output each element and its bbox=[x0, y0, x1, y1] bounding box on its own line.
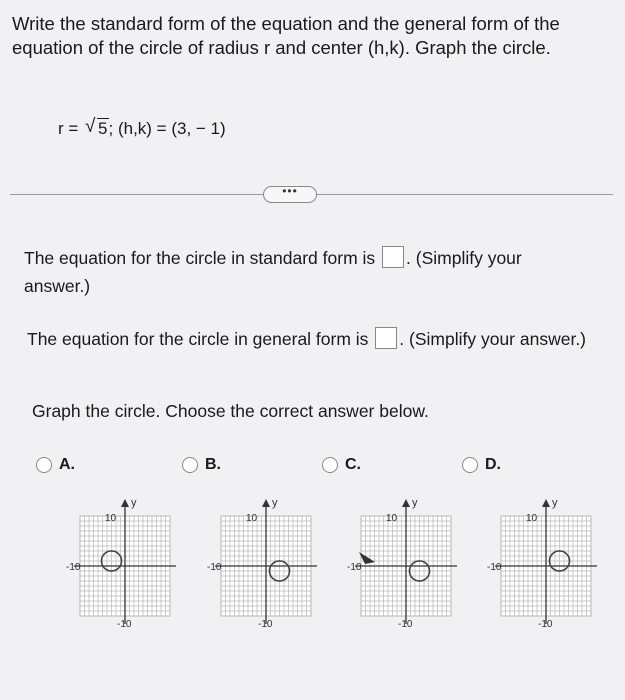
top-tick-label: 10 bbox=[246, 513, 258, 524]
y-axis-arrow-icon bbox=[542, 499, 550, 507]
left-tick-label: -10 bbox=[207, 562, 222, 573]
radius-label: r = bbox=[58, 119, 79, 138]
q2-text-after: . (Simplify your answer.) bbox=[399, 329, 587, 349]
option-c[interactable] bbox=[322, 456, 361, 474]
left-tick-label: -10 bbox=[347, 562, 362, 573]
y-axis-label: y bbox=[272, 497, 278, 509]
question-general-form bbox=[27, 325, 607, 353]
left-tick-label: -10 bbox=[487, 562, 502, 573]
y-axis-label: y bbox=[131, 497, 137, 509]
radio-b[interactable] bbox=[182, 457, 198, 473]
sqrt-icon: √ bbox=[85, 116, 96, 137]
option-a[interactable] bbox=[36, 456, 75, 474]
top-tick-label: 10 bbox=[526, 513, 538, 524]
top-tick-label: 10 bbox=[105, 513, 117, 524]
y-axis-label: y bbox=[552, 497, 558, 509]
sqrt-expression bbox=[85, 116, 108, 139]
bottom-tick-label: -10 bbox=[258, 619, 273, 630]
option-d-label: D. bbox=[485, 456, 501, 473]
graph-option-a[interactable] bbox=[66, 490, 181, 635]
radio-d[interactable] bbox=[462, 457, 478, 473]
bottom-tick-label: -10 bbox=[398, 619, 413, 630]
option-b-label: B. bbox=[205, 456, 221, 473]
bottom-tick-label: -10 bbox=[538, 619, 553, 630]
option-a-label: A. bbox=[59, 456, 75, 473]
q1-text: The equation for the circle in standard form is bbox=[24, 248, 376, 268]
option-b[interactable] bbox=[182, 456, 221, 474]
graph-option-d[interactable] bbox=[487, 490, 602, 635]
radio-a[interactable] bbox=[36, 457, 52, 473]
option-d[interactable] bbox=[462, 456, 501, 474]
standard-form-answer-box[interactable] bbox=[382, 246, 404, 268]
expand-more-button[interactable]: ••• bbox=[263, 186, 317, 203]
option-c-label: C. bbox=[345, 456, 361, 473]
general-form-answer-box[interactable] bbox=[375, 327, 397, 349]
y-axis-arrow-icon bbox=[121, 499, 129, 507]
y-axis-arrow-icon bbox=[402, 499, 410, 507]
center-values: ; (h,k) = (3, − 1) bbox=[108, 119, 226, 138]
question-standard-form bbox=[24, 244, 584, 300]
radicand: 5 bbox=[98, 119, 108, 138]
left-tick-label: -10 bbox=[66, 562, 81, 573]
q2-text: The equation for the circle in general form is bbox=[27, 329, 369, 349]
top-tick-label: 10 bbox=[386, 513, 398, 524]
radio-c[interactable] bbox=[322, 457, 338, 473]
problem-statement: Write the standard form of the equation and the general form of the equation of the circle of radius r and center (h,k). Graph the circle. bbox=[12, 13, 560, 58]
graph-prompt: Graph the circle. Choose the correct answer below. bbox=[32, 401, 429, 421]
q1-text-after: . (Simplify your answer.) bbox=[24, 248, 522, 296]
y-axis-arrow-icon bbox=[262, 499, 270, 507]
bottom-tick-label: -10 bbox=[117, 619, 132, 630]
y-axis-label: y bbox=[412, 497, 418, 509]
graph-option-b[interactable] bbox=[207, 490, 322, 635]
graph-option-c[interactable] bbox=[347, 490, 462, 635]
given-values bbox=[58, 116, 226, 139]
